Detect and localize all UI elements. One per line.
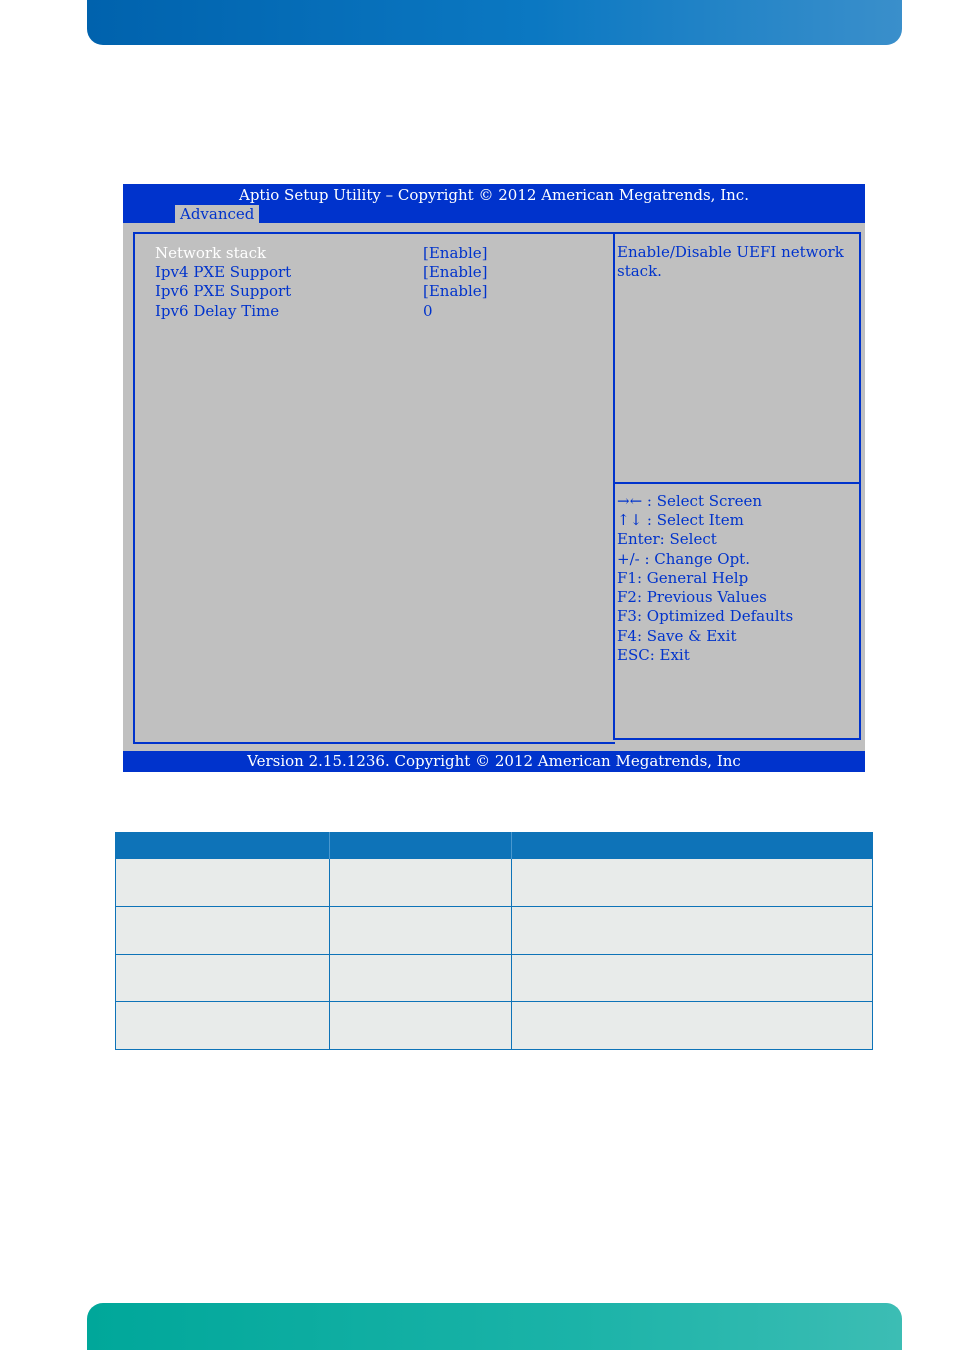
setting-ipv4-pxe-support[interactable] [155, 263, 595, 282]
setting-value[interactable]: [Enable] [423, 263, 488, 281]
bios-screen [123, 184, 865, 772]
table-header-cell [330, 832, 511, 859]
key-hint: ESC: Exit [617, 646, 690, 664]
setting-value[interactable]: [Enable] [423, 282, 488, 300]
table-header-cell [115, 832, 328, 859]
key-legend-panel [613, 482, 861, 740]
setting-ipv6-pxe-support[interactable] [155, 282, 595, 301]
setting-value[interactable]: 0 [423, 302, 433, 320]
key-hint: F1: General Help [617, 569, 749, 587]
settings-table [115, 832, 873, 1051]
table-row [116, 1001, 872, 1049]
settings-panel [133, 232, 615, 744]
key-hint: ↑↓ : Select Item [617, 511, 744, 529]
key-hint: +/- : Change Opt. [617, 550, 750, 568]
key-hint: F4: Save & Exit [617, 627, 737, 645]
help-panel [613, 232, 861, 484]
key-hint: F3: Optimized Defaults [617, 607, 794, 625]
key-hint: Enter: Select [617, 530, 717, 548]
key-hint: F2: Previous Values [617, 588, 767, 606]
table-divider [329, 859, 330, 1049]
table-divider [511, 859, 512, 1049]
setting-label: Ipv6 Delay Time [155, 302, 280, 320]
bios-title: Aptio Setup Utility – Copyright © 2012 American Megatrends, Inc. [239, 186, 749, 204]
setting-network-stack[interactable] [155, 244, 595, 263]
table-header [115, 832, 873, 859]
table-row [116, 859, 872, 907]
bios-footer: Version 2.15.1236. Copyright © 2012 American Megatrends, Inc [123, 751, 865, 772]
bios-header [123, 184, 865, 223]
help-text: Enable/Disable UEFI network stack. [617, 243, 844, 280]
table-row [116, 954, 872, 1002]
setting-ipv6-delay-time[interactable] [155, 302, 595, 321]
setting-label: Ipv4 PXE Support [155, 263, 292, 281]
page-footer-band [87, 1303, 902, 1350]
tab-advanced[interactable]: Advanced [175, 205, 259, 223]
setting-label: Network stack [155, 244, 267, 262]
setting-value[interactable]: [Enable] [423, 244, 488, 262]
table-header-cell [512, 832, 873, 859]
setting-label: Ipv6 PXE Support [155, 282, 292, 300]
table-body [115, 859, 873, 1050]
page-header-band [87, 0, 902, 45]
key-hint: →← : Select Screen [617, 492, 763, 510]
table-row [116, 907, 872, 955]
